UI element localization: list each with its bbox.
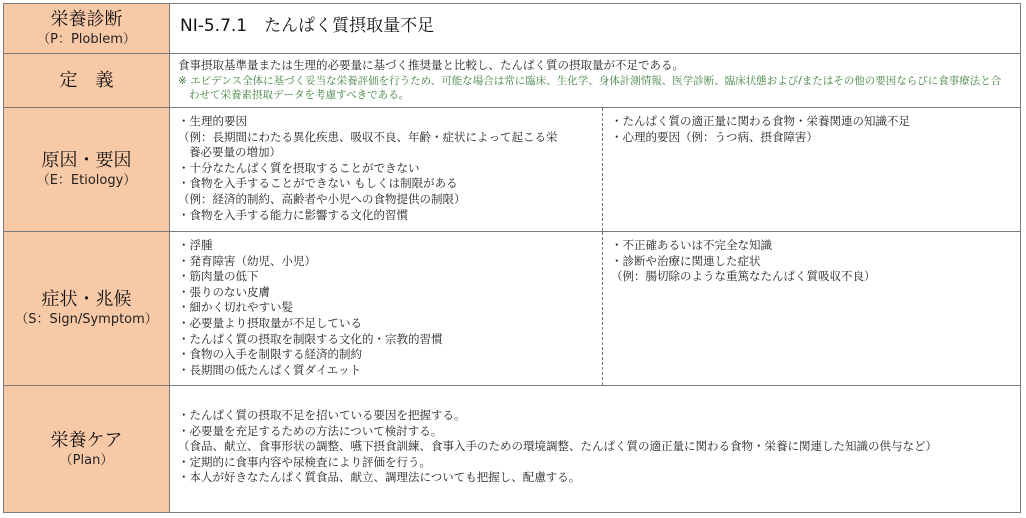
symptom-content-cell bbox=[170, 232, 1020, 385]
list-item: ・筋肉量の低下 bbox=[178, 269, 259, 284]
etiology-left-column bbox=[170, 108, 603, 231]
list-item: ・細かく切れやすい髪 bbox=[178, 300, 293, 315]
etiology-label-cell bbox=[4, 108, 170, 231]
diagnosis-label-cell bbox=[4, 4, 170, 53]
etiology-row bbox=[4, 108, 1020, 232]
plan-content-cell bbox=[170, 386, 1020, 512]
diagnosis-label: 栄養診断 bbox=[50, 9, 123, 30]
list-item: ・本人が好きなたんぱく質食品、献立、調理法についても把握し、配慮する。 bbox=[178, 470, 581, 485]
symptom-left-column bbox=[170, 232, 603, 385]
definition-label: 定 義 bbox=[59, 69, 114, 91]
etiology-sub-label: （E：Etiology） bbox=[36, 173, 137, 188]
list-item: ・長期間の低たんぱく質ダイエット bbox=[178, 362, 362, 377]
definition-label-cell bbox=[4, 54, 170, 107]
list-item: ・たんぱく質の摂取を制限する文化的・宗教的習慣 bbox=[178, 331, 443, 346]
etiology-content-cell bbox=[170, 108, 1020, 231]
list-item: （例：経済的制約、高齢者や小児への食物提供の制限） bbox=[178, 191, 466, 206]
diagnosis-content-cell bbox=[170, 4, 1020, 53]
symptom-right-column bbox=[603, 232, 1020, 385]
list-item: （例：腸切除のような重篤なたんぱく質吸収不良） bbox=[611, 269, 876, 284]
list-item: ・たんぱく質の適正量に関わる食物・栄養関連の知識不足 bbox=[611, 114, 910, 128]
definition-note-line-1: ※ エビデンス全体に基づく妥当な栄養評価を行うため、可能な場合は常に臨床、生化学、身体計測情報、医学診断、臨床状態および/またはその他の要因ならびに食事療法と合 bbox=[178, 74, 1002, 87]
list-item: ・食物を入手することができない もしくは制限がある bbox=[178, 176, 458, 191]
diagnosis-sub-label: （P：Ploblem） bbox=[37, 32, 136, 47]
definition-text: 食事摂取基準量または生理的必要量に基づく推奨量と比較し、たんぱく質の摂取量が不足である。 bbox=[178, 58, 684, 72]
diagnosis-row bbox=[4, 4, 1020, 54]
list-item: ・定期的に食事内容や尿検査により評価を行う。 bbox=[178, 454, 431, 469]
list-item: ・生理的要因 bbox=[178, 114, 247, 128]
list-item: ・浮腫 bbox=[178, 238, 213, 252]
plan-sub-label: （Plan） bbox=[59, 452, 114, 468]
list-item: （食品、献立、食事形状の調整、嚥下摂食訓練、食事入手のための環境調整、たんぱく質の適正量に関わる食物・栄養に関連した知識の供与など） bbox=[178, 439, 937, 454]
definition-row bbox=[4, 54, 1020, 108]
etiology-label: 原因・要因 bbox=[41, 150, 132, 171]
list-item: ・心理的要因（例：うつ病、摂食障害） bbox=[611, 129, 818, 144]
definition-note-line-2: わせて栄養素摂取データを考慮すべきである。 bbox=[189, 88, 410, 101]
plan-label-cell bbox=[4, 386, 170, 512]
list-item: ・食物を入手する能力に影響する文化的習慣 bbox=[178, 207, 408, 222]
nutrition-diagnosis-table bbox=[3, 3, 1021, 513]
symptom-label: 症状・兆候 bbox=[41, 289, 132, 310]
symptom-row bbox=[4, 232, 1020, 386]
list-item: （例：長期間にわたる異化疾患、吸収不良、年齢・症状によって起こる栄 bbox=[178, 129, 558, 144]
symptom-label-cell bbox=[4, 232, 170, 385]
etiology-right-column bbox=[603, 108, 1020, 231]
list-item: ・たんぱく質の摂取不足を招いている要因を把握する。 bbox=[178, 408, 466, 422]
list-item: ・診断や治療に関連した症状 bbox=[611, 253, 761, 268]
plan-label: 栄養ケア bbox=[50, 429, 123, 451]
plan-row bbox=[4, 386, 1020, 512]
list-item: 養必要量の増加） bbox=[189, 145, 281, 160]
definition-content-cell bbox=[170, 54, 1020, 107]
list-item: ・張りのない皮膚 bbox=[178, 284, 270, 299]
list-item: ・必要量を充足するための方法について検討する。 bbox=[178, 423, 443, 438]
list-item: ・発育障害（幼児、小児） bbox=[178, 253, 316, 268]
symptom-sub-label: （S：Sign/Symptom） bbox=[15, 312, 158, 327]
list-item: ・必要量より摂取量が不足している bbox=[178, 315, 362, 330]
list-item: ・十分なたんぱく質を摂取することができない bbox=[178, 160, 420, 175]
diagnosis-title: NI-5.7.1 たんぱく質摂取量不足 bbox=[180, 16, 435, 36]
list-item: ・食物の入手を制限する経済的制約 bbox=[178, 347, 362, 362]
list-item: ・不正確あるいは不完全な知識 bbox=[611, 238, 772, 252]
